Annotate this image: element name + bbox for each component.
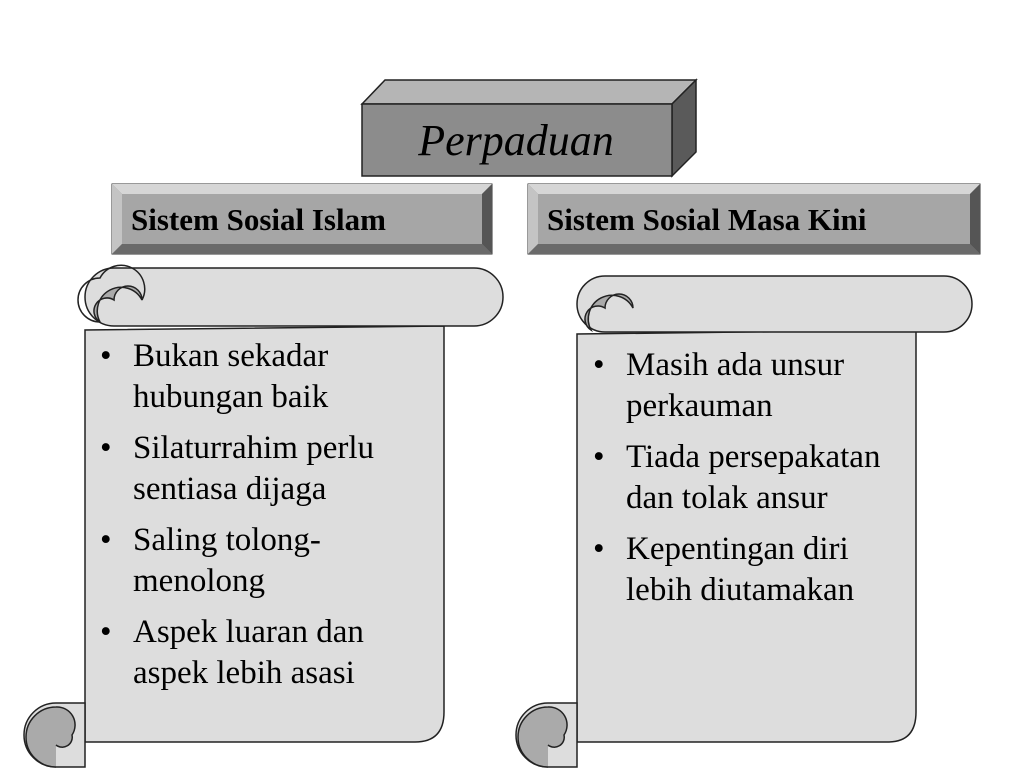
list-item: • Bukan sekadar hubungan baik — [96, 336, 438, 418]
right-bullet-list — [589, 345, 915, 621]
list-item: • Kepentingan diri lebih diutamakan — [589, 529, 915, 611]
left-heading: Sistem Sosial Islam — [131, 202, 386, 237]
diagram-title: Perpaduan — [418, 115, 614, 165]
list-item: • Saling tolong-menolong — [96, 520, 438, 602]
right-heading: Sistem Sosial Masa Kini — [547, 202, 867, 237]
left-bullet-list — [96, 336, 438, 704]
list-item: • Silaturrahim perlu sentiasa dijaga — [96, 428, 438, 510]
list-item: • Tiada persepakatan dan tolak ansur — [589, 437, 915, 519]
list-item: • Aspek luaran dan aspek lebih asasi — [96, 612, 438, 694]
list-item: • Masih ada unsur perkauman — [589, 345, 915, 427]
